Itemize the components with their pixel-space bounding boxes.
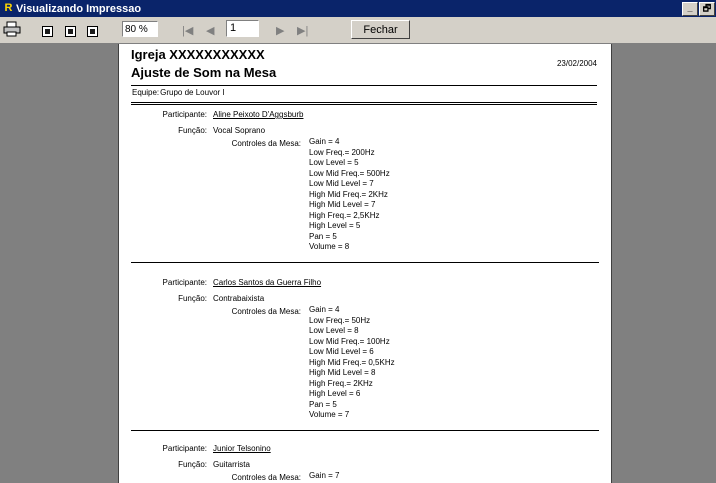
function-label: Função: [178,294,207,303]
report-page [118,44,612,483]
report-date: 23/02/2004 [556,59,597,68]
participant-label: Participante: [162,278,207,287]
first-page-button[interactable]: |◀ [182,25,194,37]
controls-label: Controles da Mesa: [231,473,301,482]
close-button[interactable]: Fechar [351,20,410,39]
control-setting: Low Mid Freq.= 100Hz [309,336,390,346]
participant-label: Participante: [162,444,207,453]
prev-page-button[interactable]: ◀ [206,25,215,37]
function-label: Função: [178,460,207,469]
report-subtitle: Ajuste de Som na Mesa [131,65,277,80]
window-title: Visualizando Impressao [16,2,142,15]
control-setting: High Freq.= 2,5KHz [309,210,380,220]
control-setting: Low Mid Level = 7 [309,179,374,188]
divider [131,104,597,105]
divider [131,85,597,86]
title-bar [0,0,716,17]
app-icon: R [4,2,13,14]
minimize-button[interactable]: _ [682,2,698,16]
control-setting: High Mid Freq.= 0,5KHz [309,357,395,367]
control-setting: Pan = 5 [309,399,337,409]
control-setting: High Level = 5 [309,221,361,230]
control-setting: Gain = 4 [309,137,340,146]
function-value: Contrabaixista [213,294,265,303]
control-setting: High Level = 6 [309,389,361,398]
control-setting: Low Level = 8 [309,326,359,335]
restore-button[interactable]: 🗗 [699,2,715,16]
control-setting: Volume = 8 [309,242,350,251]
controls-list [309,137,390,253]
controls-label: Controles da Mesa: [231,139,301,148]
control-setting: Low Freq.= 200Hz [309,147,375,157]
participant-name[interactable]: Aline Peixoto D'Aggsburb [213,110,304,119]
control-setting: Low Mid Level = 6 [309,347,374,356]
control-setting: High Mid Freq.= 2KHz [309,189,388,199]
participant-name[interactable]: Junior Telsonino [213,444,271,453]
team-label: Equipe: [132,88,160,97]
zoom-combo[interactable]: 80 % [122,21,158,37]
team-line [131,88,225,97]
control-setting: Pan = 5 [309,231,337,241]
participant-label: Participante: [162,110,207,119]
control-setting: Low Level = 5 [309,158,359,167]
last-page-button[interactable]: ▶| [297,25,309,37]
control-setting: Gain = 4 [309,305,340,314]
control-setting: High Mid Level = 7 [309,200,376,209]
control-setting: Volume = 7 [309,410,350,419]
controls-label: Controles da Mesa: [231,307,301,316]
report-title: Igreja XXXXXXXXXXX [131,47,265,62]
print-button[interactable] [3,21,21,37]
printer-icon [3,21,21,37]
controls-list [309,471,339,482]
page-number-input[interactable]: 1 [226,20,259,37]
function-value: Guitarrista [213,460,250,469]
control-setting: Gain = 7 [309,471,340,480]
divider [131,102,597,103]
function-label: Função: [178,126,207,135]
function-value: Vocal Soprano [213,126,266,135]
single-page-button[interactable] [42,26,53,37]
multi-page-button[interactable] [87,26,98,37]
two-page-button[interactable] [65,26,76,37]
participant-name[interactable]: Carlos Santos da Guerra Filho [213,278,322,287]
toolbar [0,17,716,44]
control-setting: Low Mid Freq.= 500Hz [309,168,390,178]
divider [131,262,599,263]
control-setting: Low Freq.= 50Hz [309,315,371,325]
control-setting: High Mid Level = 8 [309,368,376,377]
next-page-button[interactable]: ▶ [276,25,285,37]
preview-area[interactable] [0,44,716,483]
control-setting: High Freq.= 2KHz [309,378,373,388]
team-value: Grupo de Louvor I [160,88,225,97]
divider [131,430,599,431]
controls-list [309,305,395,421]
